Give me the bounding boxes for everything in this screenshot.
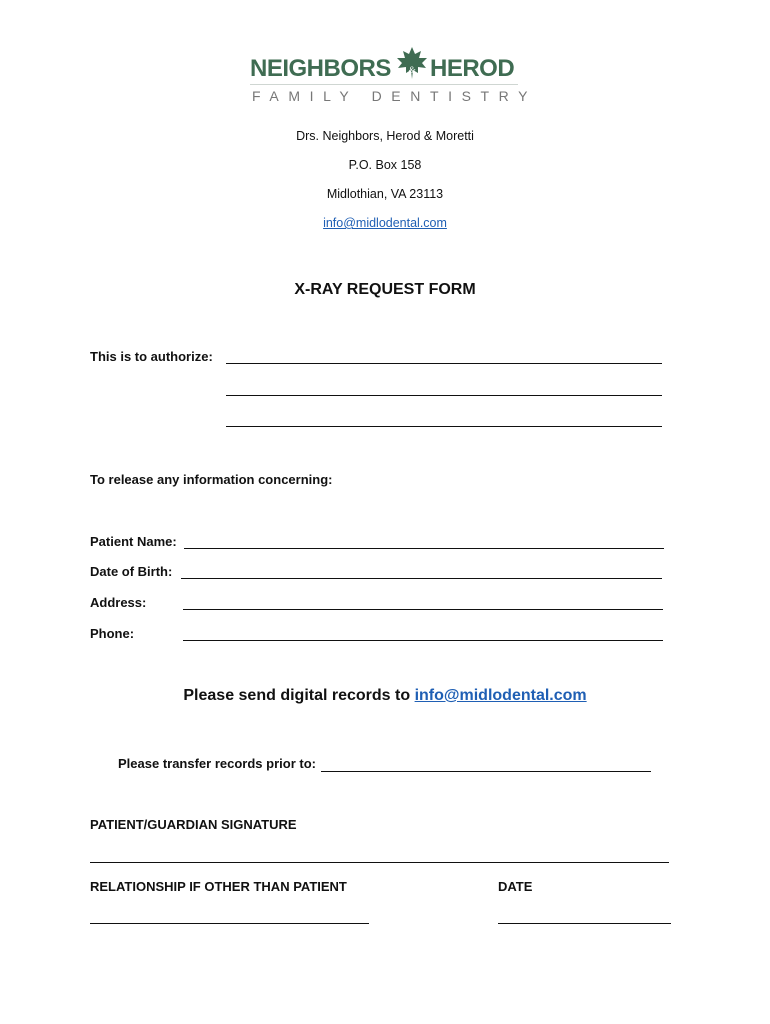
- authorize-label: This is to authorize:: [90, 349, 213, 364]
- phone-field[interactable]: [183, 640, 663, 641]
- header-email-wrap: [0, 216, 770, 230]
- address-field[interactable]: [183, 609, 663, 610]
- logo-divider: [250, 84, 518, 85]
- relationship-label: RELATIONSHIP IF OTHER THAN PATIENT: [90, 879, 347, 894]
- send-records-line: [0, 687, 770, 705]
- signature-field[interactable]: [90, 862, 669, 863]
- send-records-text: Please send digital records to: [183, 687, 411, 704]
- authorize-line-2[interactable]: [226, 395, 662, 396]
- logo-ampersand: &: [408, 65, 416, 75]
- address-label: Address:: [90, 595, 147, 610]
- logo-text-right: HEROD: [430, 55, 515, 82]
- logo-subtitle: FAMILY DENTISTRY: [252, 88, 538, 104]
- date-label: DATE: [498, 879, 533, 894]
- release-label: To release any information concerning:: [90, 472, 333, 487]
- relationship-field[interactable]: [90, 923, 369, 924]
- transfer-label: Please transfer records prior to:: [118, 756, 316, 771]
- patient-name-field[interactable]: [184, 548, 664, 549]
- patient-name-label: Patient Name:: [90, 534, 177, 549]
- logo-text-left: NEIGHBORS: [250, 55, 391, 82]
- logo-wordmark: [250, 55, 391, 83]
- authorize-line-1[interactable]: [226, 363, 662, 364]
- authorize-line-3[interactable]: [226, 426, 662, 427]
- header-email-link[interactable]: info@midlodental.com: [323, 216, 447, 230]
- maple-leaf-icon: [395, 46, 429, 80]
- city-state: Midlothian, VA 23113: [326, 187, 444, 201]
- date-field[interactable]: [498, 923, 671, 924]
- send-records-email-link[interactable]: info@midlodental.com: [414, 687, 587, 704]
- form-title: X-RAY REQUEST FORM: [294, 281, 476, 298]
- dob-label: Date of Birth:: [90, 564, 173, 579]
- doctors-names: Drs. Neighbors, Herod & Moretti: [296, 129, 474, 143]
- dob-field[interactable]: [181, 578, 662, 579]
- transfer-date-field[interactable]: [321, 771, 651, 772]
- signature-label: PATIENT/GUARDIAN SIGNATURE: [90, 817, 297, 832]
- logo-wordmark-right: [430, 55, 514, 83]
- po-box: P.O. Box 158: [348, 158, 422, 172]
- phone-label: Phone:: [90, 626, 135, 641]
